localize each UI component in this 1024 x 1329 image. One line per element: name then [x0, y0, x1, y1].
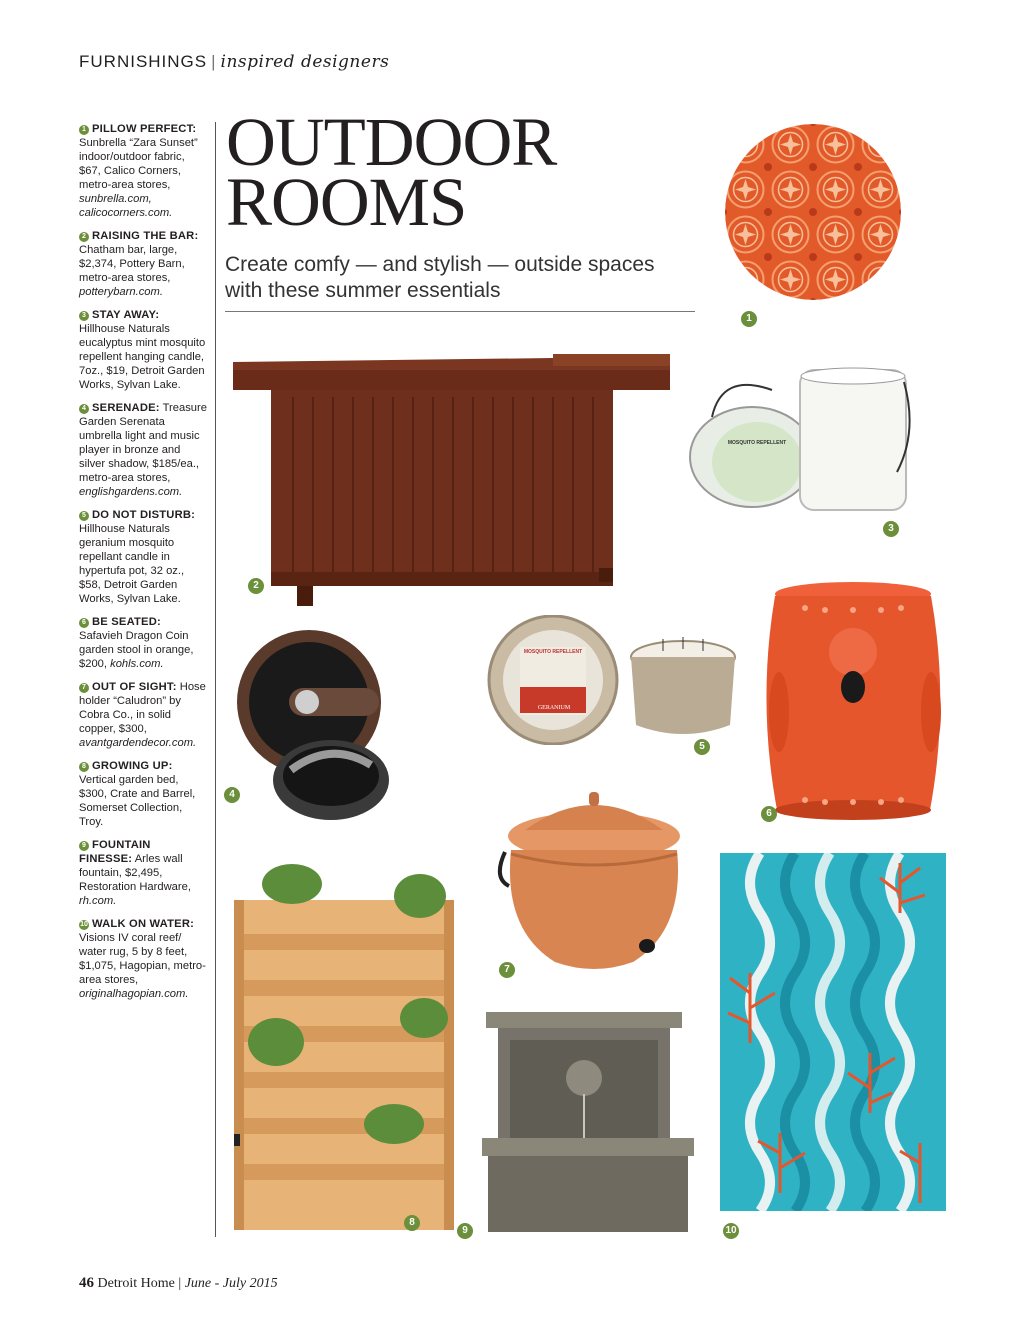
page-footer	[79, 1275, 278, 1292]
magazine-name: Detroit Home	[97, 1276, 175, 1291]
section-subtitle: inspired designers	[220, 52, 390, 72]
coral-rug-image	[720, 853, 946, 1211]
entry-heading: GROWING UP:	[92, 760, 173, 772]
page-subtitle	[225, 252, 695, 304]
title-line-1: OUTDOOR	[226, 104, 557, 180]
candle-label-text: MOSQUITO REPELLENT	[727, 440, 787, 446]
column-divider	[215, 122, 216, 1237]
callout-marker-6: 6	[761, 806, 777, 822]
page-title	[226, 104, 646, 240]
callout-marker-3: 3	[883, 521, 899, 537]
entry-description: Hose holder “Caludron” by Cobra Co., in solid copper, $300,	[79, 681, 206, 735]
callout-marker-2: 2	[248, 578, 264, 594]
product-entry-5	[79, 508, 207, 606]
callout-marker-9: 9	[457, 1223, 473, 1239]
entry-number: 3	[79, 311, 89, 321]
callout-marker-1: 1	[741, 311, 757, 327]
geranium-candle-image	[478, 615, 738, 745]
entry-website[interactable]: potterybarn.com.	[79, 286, 163, 298]
page-number: 46	[79, 1275, 94, 1291]
entry-number: 6	[79, 618, 89, 628]
callout-marker-8: 8	[404, 1215, 420, 1231]
entry-description: Vertical garden bed, $300, Crate and Barrel, Somerset Collection, Troy.	[79, 774, 196, 828]
entry-number: 8	[79, 762, 89, 772]
subtitle-line-2: with these summer essentials	[225, 279, 501, 302]
garden-stool-image	[765, 582, 942, 822]
callout-marker-5: 5	[694, 739, 710, 755]
callout-marker-10: 10	[723, 1223, 739, 1239]
product-list	[79, 122, 207, 1010]
entry-heading: OUT OF SIGHT:	[92, 681, 177, 693]
product-entry-3	[79, 308, 207, 392]
subtitle-line-1: Create comfy — and stylish — outside spaces	[225, 253, 655, 276]
candle-label-geranium: GERANIUM	[537, 705, 571, 711]
entry-heading: FOUNTAIN FINESSE:	[79, 839, 151, 865]
entry-heading: BE SEATED:	[92, 616, 161, 628]
product-entry-1	[79, 122, 207, 220]
entry-description: Hillhouse Naturals eucalyptus mint mosquito repellent hanging candle, 7oz., $19, Detroit Garden Works, Sylvan Lake.	[79, 323, 206, 391]
entry-website[interactable]: sunbrella.com, calicocorners.com.	[79, 193, 173, 219]
entry-number: 2	[79, 232, 89, 242]
title-rule	[225, 311, 695, 312]
fabric-swatch-image	[723, 122, 903, 302]
callout-marker-4: 4	[224, 787, 240, 803]
entry-heading: SERENADE:	[92, 402, 160, 414]
entry-description: Chatham bar, large, $2,374, Pottery Barn, metro-area stores,	[79, 244, 185, 284]
section-label: FURNISHINGS	[79, 52, 208, 71]
hanging-candle-image	[682, 362, 914, 518]
entry-number: 10	[80, 921, 88, 928]
entry-website[interactable]: kohls.com.	[110, 658, 164, 670]
entry-heading: STAY AWAY:	[92, 309, 160, 321]
bar-cabinet-image	[233, 352, 670, 608]
entry-number: 4	[79, 404, 89, 414]
entry-number: 9	[79, 841, 89, 851]
vertical-garden-image	[228, 862, 464, 1237]
header-separator: |	[211, 52, 217, 71]
entry-website[interactable]: originalhagopian.com.	[79, 988, 189, 1000]
entry-description: Safavieh Dragon Coin garden stool in orange, $200,	[79, 630, 194, 670]
entry-number: 5	[79, 511, 89, 521]
product-entry-7	[79, 680, 207, 750]
entry-website[interactable]: rh.com.	[79, 895, 117, 907]
wall-fountain-image	[482, 1008, 694, 1236]
entry-website[interactable]: avantgardendecor.com.	[79, 737, 197, 749]
entry-heading: WALK ON WATER:	[92, 918, 195, 930]
section-header	[79, 52, 389, 72]
title-line-2: ROOMS	[226, 164, 467, 240]
copper-hose-pot-image	[495, 790, 693, 975]
product-entry-2	[79, 229, 207, 299]
product-entry-9	[79, 838, 207, 908]
umbrella-speaker-image	[231, 630, 391, 833]
callout-marker-7: 7	[499, 962, 515, 978]
product-entry-8	[79, 759, 207, 829]
entry-number: 1	[79, 125, 89, 135]
entry-description: Treasure Garden Serenata umbrella light and music player in bronze and silver shadow, $185/ea., metro-area stores,	[79, 402, 207, 484]
candle-label-text: MOSQUITO REPELLENT	[523, 649, 583, 655]
issue-date: June - July 2015	[184, 1276, 278, 1291]
entry-website[interactable]: englishgardens.com.	[79, 486, 183, 498]
product-entry-4	[79, 401, 207, 499]
footer-separator: |	[178, 1276, 182, 1291]
entry-description: Visions IV coral reef/ water rug, 5 by 8 feet, $1,075, Hagopian, metro-area stores,	[79, 932, 206, 986]
product-entry-6	[79, 615, 207, 671]
entry-number: 7	[79, 683, 89, 693]
entry-heading: DO NOT DISTURB:	[92, 509, 196, 521]
entry-heading: RAISING THE BAR:	[92, 230, 199, 242]
entry-description: Hillhouse Naturals geranium mosquito repellant candle in hypertufa pot, 32 oz., $58, Detroit Garden Works, Sylvan Lake.	[79, 523, 185, 605]
entry-heading: PILLOW PERFECT:	[92, 123, 197, 135]
product-entry-10	[79, 917, 207, 1001]
entry-description: Sunbrella “Zara Sunset” indoor/outdoor fabric, $67, Calico Corners, metro-area stores,	[79, 137, 198, 191]
entry-description: Arles wall fountain, $2,495, Restoration Hardware,	[79, 853, 191, 893]
